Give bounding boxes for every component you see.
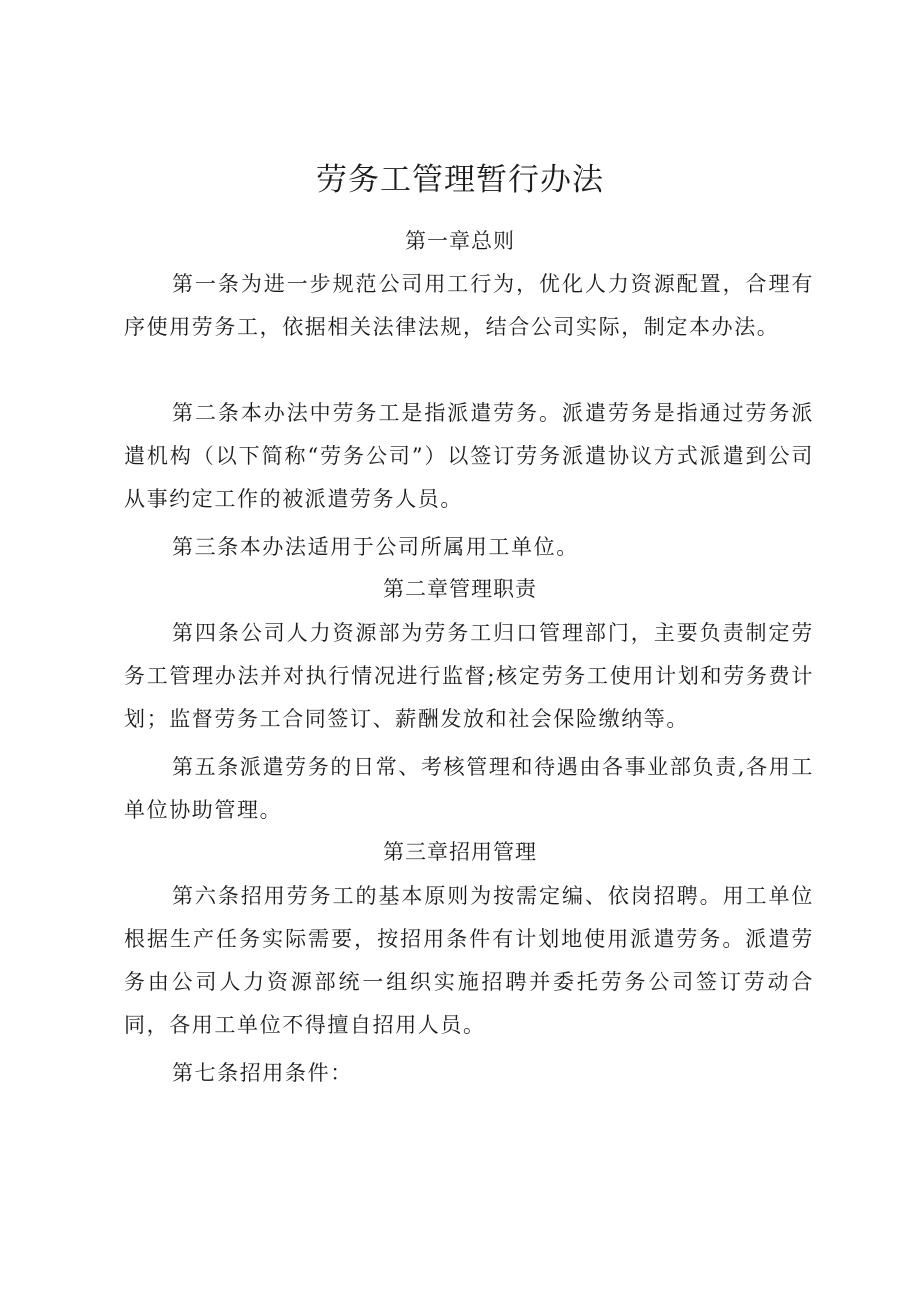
chapter-2-heading: 第二章管理职责	[383, 577, 537, 601]
article-3: 第三条本办法适用于公司所属用工单位。	[172, 535, 579, 559]
article-5: 第五条派遣劳务的日常、考核管理和待遇由各事业部负责,各用工单位协助管理。	[124, 755, 814, 822]
article-1: 第一条为进一步规范公司用工行为，优化人力资源配置，合理有序使用劳务工，依据相关法律法规，结合公司实际，制定本办法。	[124, 272, 814, 339]
article-7: 第七条招用条件：	[172, 1061, 353, 1085]
article-6: 第六条招用劳务工的基本原则为按需定编、依岗招聘。用工单位根据生产任务实际需要，按招用条件有计划地使用派遣劳务。派遣劳务由公司人力资源部统一组织实施招聘并委托劳务公司签订劳动合同，各用工单位不得擅自招用人员。	[124, 884, 814, 1037]
article-2: 第二条本办法中劳务工是指派遣劳务。派遣劳务是指通过劳务派遣机构（以下简称“劳务公司”）以签订劳务派遣协议方式派遣到公司从事约定工作的被派遣劳务人员。	[124, 401, 814, 511]
article-4: 第四条公司人力资源部为劳务工归口管理部门，主要负责制定劳务工管理办法并对执行情况进行监督;核定劳务工使用计划和劳务费计划；监督劳务工合同签订、薪酬发放和社会保险缴纳等。	[124, 621, 814, 731]
chapter-3-heading: 第三章招用管理	[383, 840, 537, 864]
chapter-1-heading: 第一章总则	[405, 229, 515, 253]
document-title: 劳务工管理暂行办法	[316, 162, 604, 198]
